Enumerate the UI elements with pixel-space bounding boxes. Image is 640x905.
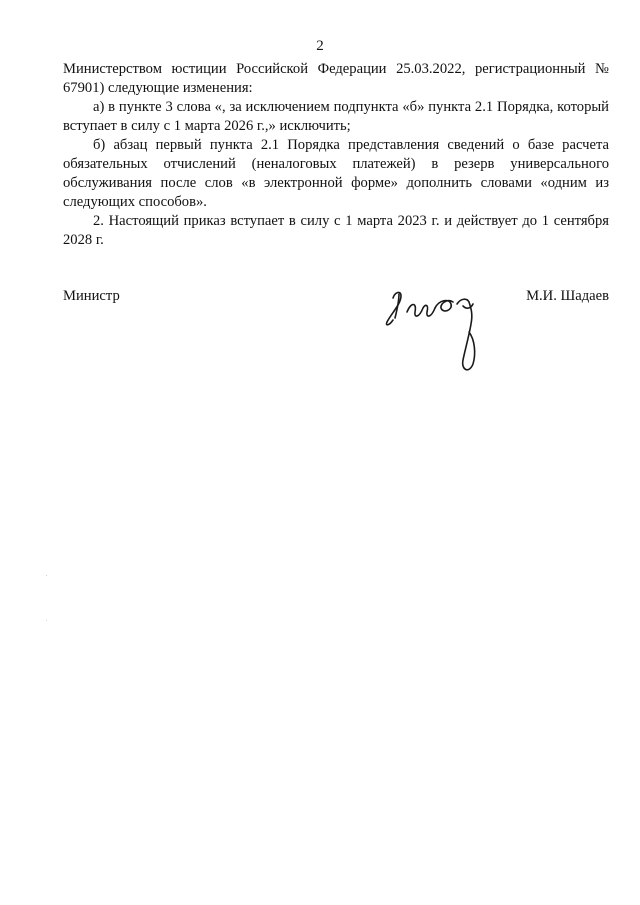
scan-speck (46, 575, 47, 576)
paragraph-continuation: Министерством юстиции Российской Федерации 25.03.2022, регистрационный № 67901) следующие изменения: (63, 61, 609, 96)
signer-name: М.И. Шадаев (526, 288, 609, 304)
handwritten-signature (377, 284, 517, 380)
scan-speck (46, 620, 47, 621)
signature-block (63, 288, 609, 388)
paragraph-clause-2: 2. Настоящий приказ вступает в силу с 1 марта 2023 г. и действует до 1 сентября 2028 г. (63, 213, 609, 248)
signer-role: Министр (63, 288, 120, 304)
document-body (63, 60, 609, 250)
page-number: 2 (316, 38, 324, 54)
paragraph-item-b: б) абзац первый пункта 2.1 Порядка представления сведений о базе расчета обязательных отчислений (неналоговых платежей) в резерв универсального обслуживания после слов «в электронной форме» дополнить словами «одним из следующих способов». (63, 137, 609, 210)
paragraph-item-a: а) в пункте 3 слова «, за исключением подпункта «б» пункта 2.1 Порядка, который вступает в силу с 1 марта 2026 г.,» исключить; (63, 99, 609, 134)
